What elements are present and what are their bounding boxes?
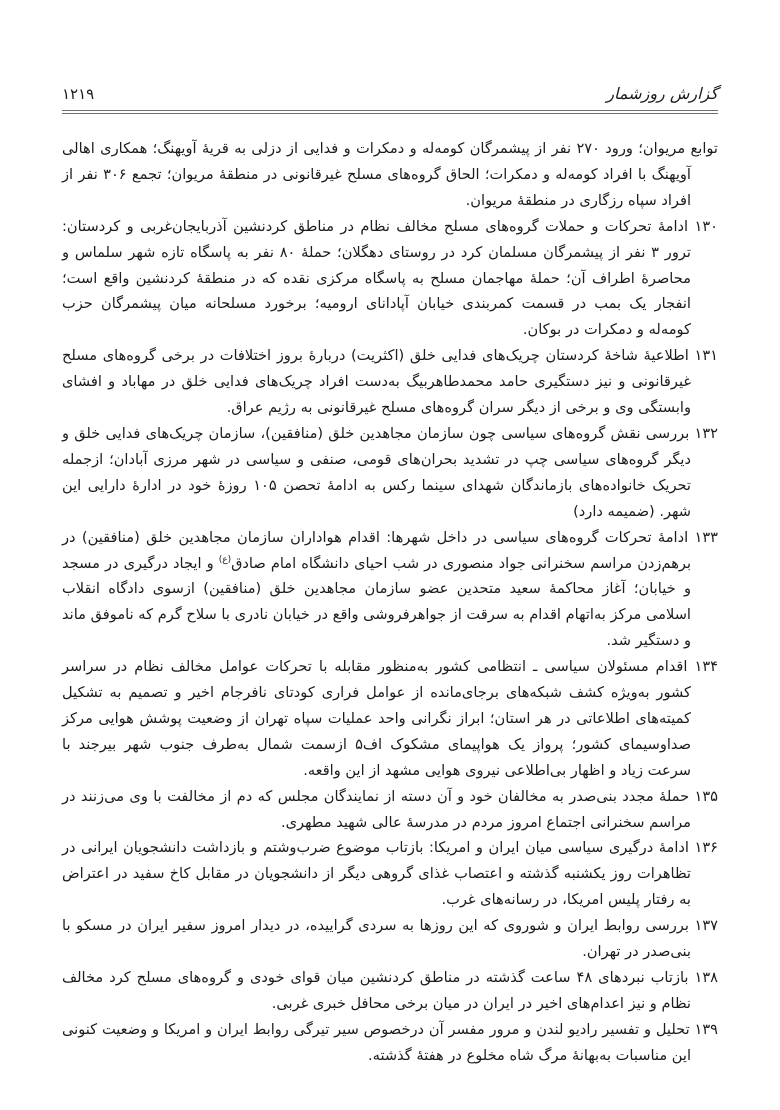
entry-text: ادامهٔ درگیری سیاسی میان ایران و امریکا: بازتاب موضوع ضرب‌وشتم و بازداشت دانشجویان ایرانی در تظاهرات روز یکشنبه گذشته و اعتصاب غذای گروهی دیگر از دانشجویان در مقابل کاخ سفید در اعتراض به رفتار پلیس امریکا، در رسانه‌های غرب. bbox=[62, 839, 691, 909]
entry-۱۳۰ bbox=[62, 214, 718, 344]
entry-number: ۱۳۲ bbox=[689, 424, 718, 442]
entry-۱۳۱ bbox=[62, 343, 718, 421]
page-number: ۱۲۱۹ bbox=[62, 85, 95, 103]
entry-text: ادامهٔ تحرکات گروه‌های سیاسی در داخل شهرها: اقدام هواداران سازمان مجاهدین خلق (منافقین) در برهم‌زدن مراسم سخنرانی جواد منصوری در شب احیای دانشگاه امام صادق bbox=[62, 528, 691, 572]
paragraph-list bbox=[62, 136, 718, 1069]
entry-۱۳۸ bbox=[62, 965, 718, 1017]
entry-text: توابع مریوان؛ ورود ۲۷۰ نفر از پیشمرگان کومه‌له و دمکرات و فدایی از دزلی به قریهٔ آویهنگ؛ همکاری اهالی آویهنگ با افراد کومه‌له و دمکرات؛ الحاق گروه‌های مسلح غیرقانونی در منطقهٔ مریوان؛ تجمع ۳۰۶ نفر از افراد سپاه رزگاری در منطقهٔ مریوان. bbox=[62, 140, 718, 209]
entry-۱۳۹ bbox=[62, 1017, 718, 1069]
entry-۱۳۵ bbox=[62, 784, 718, 836]
entry-text: حملهٔ مجدد بنی‌صدر به مخالفان خود و آن دسته از نمایندگان مجلس که دم از مخالفت با وی می‌زنند در مراسم سخنرانی اجتماع امروز مردم در مدرسهٔ عالی شهید مطهری. bbox=[62, 787, 691, 831]
page-header bbox=[62, 84, 718, 103]
entry-text: بررسی نقش گروه‌های سیاسی چون سازمان مجاهدین خلق (منافقین)، سازمان چریک‌های فدایی خلق و دیگر گروه‌های سیاسی چپ در تشدید بحران‌های قومی، صنفی و سیاسی در شهر مرزی آبادان؛ ازجمله تحریک خانواده‌های بازماندگان شهدای سینما رکس به ادامهٔ تحصن ۱۰۵ روزهٔ خود در ادارهٔ دارایی این شهر. (ضمیمه دارد) bbox=[62, 424, 691, 520]
honorific-superscript: (ع) bbox=[218, 554, 232, 565]
entry-number: ۱۳۵ bbox=[689, 787, 719, 805]
entry-text: اقدام مسئولان سیاسی ـ انتظامی کشور به‌منظور مقابله با تحرکات عوامل مخالف نظام در سراسر کشور به‌ویژه کشف شبکه‌های برجای‌مانده از عوامل فراری کودتای نافرجام اخیر و تصمیم به تشکیل کمیته‌های اطلاعاتی در هر استان؛ ابراز نگرانی واحد عملیات سپاه تهران از وضعیت پوشش هوایی مرکز صداوسیمای کشور؛ پرواز یک هواپیمای مشکوک اف۵ ازسمت شمال به‌طرف جنوب شهر بیرجند با سرعت زیاد و اظهار بی‌اطلاعی نیروی هوایی مشهد از این واقعه. bbox=[62, 658, 691, 779]
entry-text: بازتاب نبردهای ۴۸ ساعت گذشته در مناطق کردنشین میان قوای خودی و گروه‌های مسلح کرد مخالف نظام و نیز اعدام‌های اخیر در ایران در میان برخی محافل خبری غربی. bbox=[62, 969, 691, 1012]
header-rule bbox=[62, 110, 718, 114]
entry-۱۳۷ bbox=[62, 913, 718, 965]
entry-number: ۱۳۸ bbox=[688, 969, 718, 986]
entry-number: ۱۳۰ bbox=[688, 217, 719, 235]
entry-number: ۱۳۱ bbox=[688, 347, 718, 365]
entry-number: ۱۳۳ bbox=[688, 528, 719, 546]
entry-number: ۱۳۹ bbox=[689, 1020, 718, 1038]
running-title: گزارش روزشمار bbox=[606, 84, 718, 103]
entry-number: ۱۳۴ bbox=[687, 658, 718, 676]
entry-text: ادامهٔ تحرکات و حملات گروه‌های مسلح مخالف نظام در مناطق کردنشین آذربایجان‌غربی و کردستان: ترور ۳ نفر از پیشمرگان مسلمان کرد در روستای دهگلان؛ حملهٔ ۸۰ نفر به پاسگاه تازه شهر سلماس و محاصرهٔ اطراف آن؛ حملهٔ مهاجمان مسلح به پاسگاه مرکزی نقده که در منطقهٔ کردنشین واقع است؛ انفجار یک بمب در قسمت کمربندی خیابان آپادانای ارومیه؛ برخورد مسلحانه میان پیشمرگان حزب کومه‌له و دمکرات در بوکان. bbox=[62, 217, 691, 339]
entry-۱۳۴ bbox=[62, 654, 718, 784]
entry-text: اطلاعیهٔ شاخهٔ کردستان چریک‌های فدایی خلق (اکثریت) دربارهٔ بروز اختلافات در برخی گروه‌های مسلح غیرقانونی و نیز دستگیری حامد محمدطاهربیگ به‌دست افراد چریک‌های فدایی خلق در مهاباد و افشای وابستگی وی و برخی از دیگر سران گروه‌های مسلح غیرقانونی به رژیم عراق. bbox=[62, 347, 691, 417]
entry-number: ۱۳۷ bbox=[688, 917, 719, 935]
entry-text: و ایجاد درگیری در مسجد و خیابان؛ آغاز محاکمهٔ سعید متحدین عضو سازمان مجاهدین خلق (منافقین) ازسوی دادگاه انقلاب اسلامی مرکز به‌اتهام اقدام به سرقت از جواهرفروشی واقع در خیابان نادری با سلاح گرم که ناموفق ماند و دستگیر شد. bbox=[62, 554, 691, 650]
continuation-paragraph bbox=[62, 136, 718, 214]
entry-number: ۱۳۶ bbox=[688, 839, 718, 857]
entry-۱۳۲ bbox=[62, 421, 718, 525]
entry-text: تحلیل و تفسیر رادیو لندن و مرور مفسر آن درخصوص سیر تیرگی روابط ایران و امریکا و وضعیت کنونی این مناسبات به‌بهانهٔ مرگ شاه مخلوع در هفتهٔ گذشته. bbox=[62, 1020, 691, 1064]
entry-۱۳۶ bbox=[62, 835, 718, 913]
entry-text: بررسی روابط ایران و شوروی که این روزها به سردی گراییده، در دیدار امروز سفیر ایران در مسکو با بنی‌صدر در تهران. bbox=[62, 917, 691, 961]
entry-۱۳۳ bbox=[62, 525, 718, 655]
